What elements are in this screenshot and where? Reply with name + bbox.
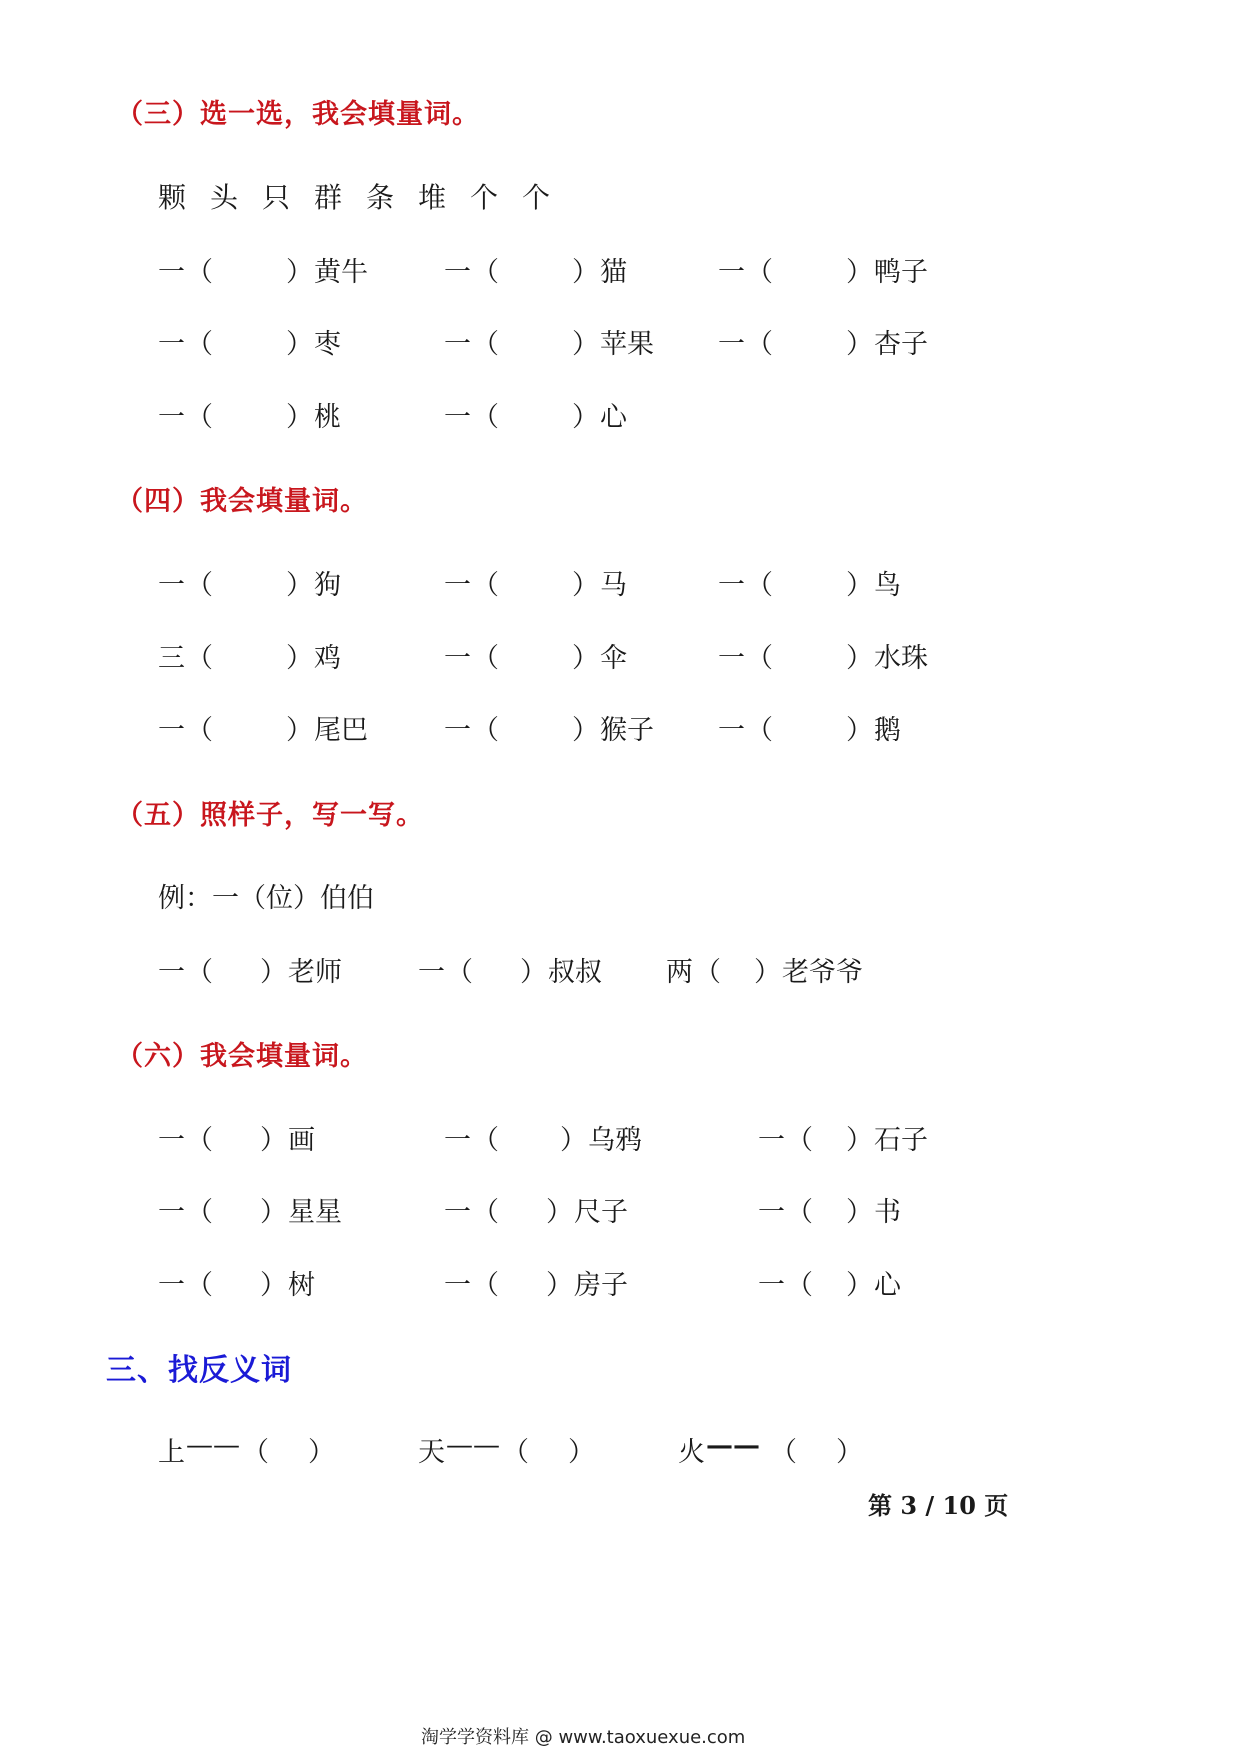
close-bracket: ） [260, 957, 287, 988]
open-bracket: （ [472, 715, 499, 746]
word-bank-item: 条 [366, 181, 395, 214]
word-bank-item: 颗 [158, 181, 187, 214]
open-bracket: （ [472, 1270, 499, 1301]
open-bracket: （ [746, 570, 773, 601]
open-bracket: （ [786, 1197, 813, 1228]
numeral: 一 [444, 1125, 471, 1156]
close-bracket: ） [546, 1197, 573, 1228]
noun: 枣 [314, 329, 341, 360]
numeral: 一 [718, 643, 745, 674]
open-bracket: （ [186, 715, 213, 746]
numeral: 一 [158, 1125, 185, 1156]
numeral: 一 [444, 329, 471, 360]
open-bracket: （ [186, 1197, 213, 1228]
close-bracket: ） [846, 1125, 873, 1156]
numeral: 一 [158, 257, 185, 288]
word-bank-item: 只 [262, 181, 291, 214]
numeral: 一 [418, 957, 445, 988]
close-bracket: ） [572, 402, 599, 433]
numeral: 一 [444, 402, 471, 433]
noun: 心 [874, 1270, 901, 1301]
open-bracket: （ [746, 329, 773, 360]
example-line: 例：一（位）伯伯 [158, 883, 374, 914]
close-bracket: ） [260, 1125, 287, 1156]
close-bracket: ） [286, 715, 313, 746]
numeral: 一 [444, 570, 471, 601]
noun: 心 [600, 402, 627, 433]
close-bracket: ） [286, 257, 313, 288]
numeral: 一 [718, 257, 745, 288]
word-bank-item: 堆 [418, 181, 447, 214]
open-bracket: （ [186, 402, 213, 433]
open-bracket: （ [186, 329, 213, 360]
open-bracket: （ [472, 643, 499, 674]
noun: 马 [600, 570, 627, 601]
noun: 鸟 [874, 570, 901, 601]
word: 上 [158, 1437, 185, 1468]
noun: 猫 [600, 257, 627, 288]
open-bracket: （ [186, 257, 213, 288]
open-bracket: （ [746, 257, 773, 288]
open-bracket: （ [472, 257, 499, 288]
numeral: 一 [758, 1270, 785, 1301]
noun: 乌鸦 [588, 1125, 642, 1156]
open-bracket: （ [694, 957, 721, 988]
close-bracket: ） [846, 570, 873, 601]
numeral: 一 [158, 1270, 185, 1301]
close-bracket: ） [754, 957, 781, 988]
close-bracket: ） [572, 257, 599, 288]
noun: 鹅 [874, 715, 901, 746]
close-bracket: ） [836, 1437, 863, 1468]
noun: 猴子 [600, 715, 654, 746]
noun: 苹果 [600, 329, 654, 360]
close-bracket: ） [308, 1437, 335, 1468]
close-bracket: ） [572, 715, 599, 746]
open-bracket: （ [446, 957, 473, 988]
noun: 桃 [314, 402, 341, 433]
close-bracket: ） [846, 1197, 873, 1228]
noun: 尺子 [574, 1197, 628, 1228]
numeral: 一 [758, 1197, 785, 1228]
numeral: 一 [758, 1125, 785, 1156]
noun: 杏子 [874, 329, 928, 360]
section-5-title: （五）照样子，写一写。 [116, 800, 424, 831]
noun: 老爷爷 [782, 957, 863, 988]
word-bank [158, 176, 858, 216]
open-bracket: （ [786, 1270, 813, 1301]
numeral: 一 [158, 570, 185, 601]
open-bracket: （ [472, 570, 499, 601]
word-bank-item: 头 [210, 181, 239, 214]
close-bracket: ） [846, 1270, 873, 1301]
open-bracket: （ [186, 570, 213, 601]
numeral: 一 [718, 570, 745, 601]
numeral: 一 [444, 257, 471, 288]
close-bracket: ） [286, 643, 313, 674]
dash: —— [186, 1430, 240, 1461]
open-bracket: （ [472, 1197, 499, 1228]
close-bracket: ） [260, 1197, 287, 1228]
numeral: 两 [666, 957, 693, 988]
word: 天 [418, 1437, 445, 1468]
close-bracket: ） [572, 570, 599, 601]
close-bracket: ） [560, 1125, 587, 1156]
close-bracket: ） [286, 329, 313, 360]
close-bracket: ） [568, 1437, 595, 1468]
numeral: 一 [158, 1197, 185, 1228]
noun: 石子 [874, 1125, 928, 1156]
dash: —— [446, 1430, 500, 1461]
numeral: 一 [444, 643, 471, 674]
close-bracket: ） [846, 643, 873, 674]
open-bracket: （ [242, 1437, 269, 1468]
close-bracket: ） [546, 1270, 573, 1301]
noun: 狗 [314, 570, 341, 601]
footer-watermark: 淘学学资料库 @ www.taoxuexue.com [421, 1727, 746, 1748]
word-bank-item: 个 [522, 181, 551, 214]
section-6-title: （六）我会填量词。 [116, 1041, 368, 1072]
close-bracket: ） [260, 1270, 287, 1301]
noun: 树 [288, 1270, 315, 1301]
noun: 鸭子 [874, 257, 928, 288]
numeral: 一 [444, 1197, 471, 1228]
open-bracket: （ [746, 715, 773, 746]
close-bracket: ） [846, 715, 873, 746]
noun: 书 [874, 1197, 901, 1228]
close-bracket: ） [520, 957, 547, 988]
noun: 黄牛 [314, 257, 368, 288]
noun: 尾巴 [314, 715, 368, 746]
open-bracket: （ [186, 643, 213, 674]
noun: 水珠 [874, 643, 928, 674]
numeral: 一 [444, 715, 471, 746]
noun: 鸡 [314, 643, 341, 674]
close-bracket: ） [286, 402, 313, 433]
close-bracket: ） [572, 643, 599, 674]
close-bracket: ） [572, 329, 599, 360]
noun: 星星 [288, 1197, 342, 1228]
open-bracket: （ [770, 1437, 797, 1468]
close-bracket: ） [846, 257, 873, 288]
close-bracket: ） [286, 570, 313, 601]
section-4-title: （四）我会填量词。 [116, 486, 368, 517]
numeral: 三 [158, 643, 185, 674]
noun: 叔叔 [548, 957, 602, 988]
numeral: 一 [718, 715, 745, 746]
open-bracket: （ [472, 1125, 499, 1156]
noun: 老师 [288, 957, 342, 988]
numeral: 一 [444, 1270, 471, 1301]
open-bracket: （ [186, 957, 213, 988]
numeral: 一 [158, 329, 185, 360]
numeral: 一 [158, 715, 185, 746]
open-bracket: （ [472, 402, 499, 433]
dash: —— [706, 1430, 760, 1461]
numeral: 一 [158, 402, 185, 433]
page-number: 第 3 / 10 页 [868, 1491, 1009, 1520]
section-3-title: （三）选一选，我会填量词。 [116, 99, 480, 130]
open-bracket: （ [502, 1437, 529, 1468]
word: 火 [678, 1437, 705, 1468]
noun: 房子 [574, 1270, 628, 1301]
word-bank-item: 个 [470, 181, 499, 214]
numeral: 一 [158, 957, 185, 988]
open-bracket: （ [186, 1125, 213, 1156]
noun: 伞 [600, 643, 627, 674]
word-bank-item: 群 [314, 181, 343, 214]
open-bracket: （ [746, 643, 773, 674]
close-bracket: ） [846, 329, 873, 360]
noun: 画 [288, 1125, 315, 1156]
numeral: 一 [718, 329, 745, 360]
part-3-title: 三、找反义词 [106, 1353, 292, 1388]
open-bracket: （ [186, 1270, 213, 1301]
open-bracket: （ [472, 329, 499, 360]
open-bracket: （ [786, 1125, 813, 1156]
